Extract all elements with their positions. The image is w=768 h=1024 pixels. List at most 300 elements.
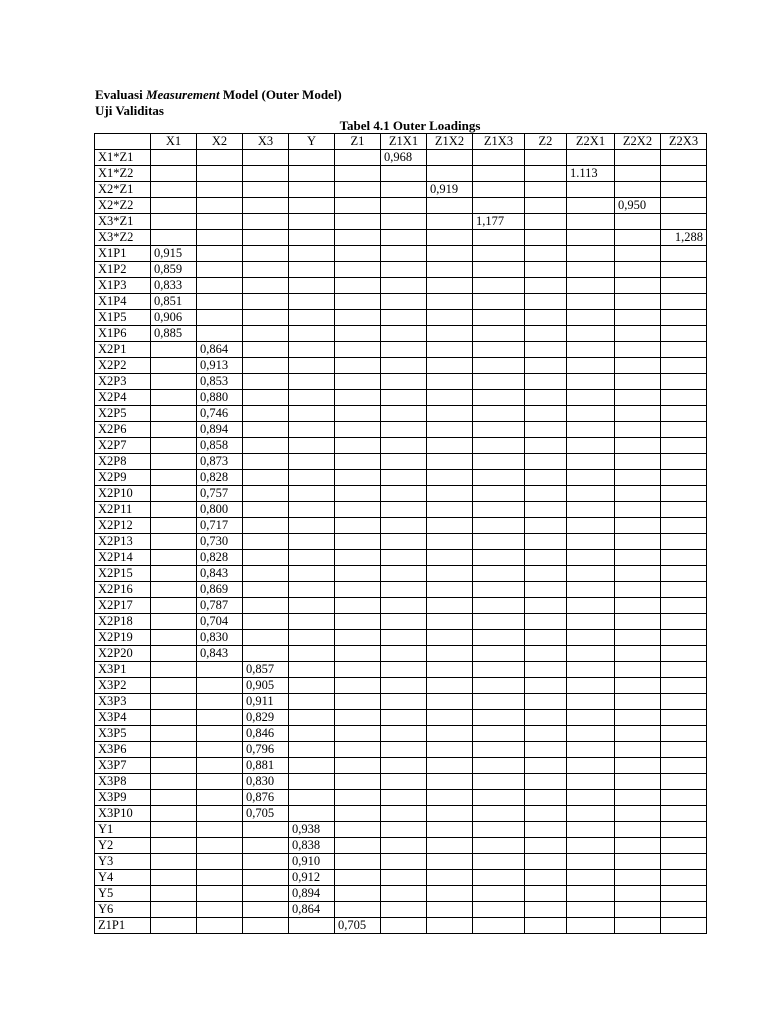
loading-cell — [567, 886, 615, 902]
loading-cell — [381, 646, 427, 662]
loading-cell — [427, 150, 473, 166]
indicator-cell: X2P18 — [95, 614, 151, 630]
loading-cell — [381, 390, 427, 406]
loading-cell — [243, 614, 289, 630]
loading-cell — [427, 454, 473, 470]
loading-cell: 0,796 — [243, 742, 289, 758]
loading-cell: 0,864 — [197, 342, 243, 358]
loading-cell — [615, 566, 661, 582]
loading-cell — [151, 470, 197, 486]
outer-loadings-table — [94, 133, 707, 934]
loading-cell — [427, 758, 473, 774]
loading-cell — [427, 870, 473, 886]
loading-cell: 0,910 — [289, 854, 335, 870]
loading-cell — [525, 406, 567, 422]
loading-cell — [335, 374, 381, 390]
loading-cell — [473, 374, 525, 390]
loading-cell — [427, 342, 473, 358]
loading-cell — [289, 166, 335, 182]
loading-cell — [525, 694, 567, 710]
loading-cell — [567, 390, 615, 406]
loading-cell — [615, 422, 661, 438]
loading-cell — [289, 454, 335, 470]
loading-cell — [473, 566, 525, 582]
loading-cell — [525, 886, 567, 902]
loading-cell — [615, 486, 661, 502]
loading-cell — [615, 886, 661, 902]
loading-cell — [243, 214, 289, 230]
loading-cell — [661, 470, 707, 486]
loading-cell — [381, 582, 427, 598]
loading-cell — [473, 902, 525, 918]
table-row — [95, 390, 707, 406]
loading-cell — [615, 774, 661, 790]
loading-cell — [615, 646, 661, 662]
loading-cell — [289, 262, 335, 278]
loading-cell: 0,853 — [197, 374, 243, 390]
loading-cell — [567, 518, 615, 534]
loading-cell — [427, 518, 473, 534]
loading-cell — [661, 214, 707, 230]
loading-cell — [197, 262, 243, 278]
loading-cell — [473, 726, 525, 742]
table-caption: Tabel 4.1 Outer Loadings — [339, 118, 481, 133]
loading-cell — [289, 486, 335, 502]
loading-cell — [151, 534, 197, 550]
loading-cell — [243, 918, 289, 934]
loading-cell — [567, 534, 615, 550]
loading-cell — [525, 870, 567, 886]
loading-cell — [473, 678, 525, 694]
loading-cell — [615, 918, 661, 934]
indicator-cell: Y6 — [95, 902, 151, 918]
loading-cell — [289, 182, 335, 198]
table-row — [95, 582, 707, 598]
loading-cell — [243, 502, 289, 518]
loading-cell — [615, 374, 661, 390]
loading-cell — [381, 518, 427, 534]
loading-cell — [615, 150, 661, 166]
loading-cell — [381, 454, 427, 470]
loading-cell — [151, 342, 197, 358]
loading-cell — [525, 486, 567, 502]
loading-cell — [661, 614, 707, 630]
loading-cell — [567, 470, 615, 486]
loading-cell — [335, 262, 381, 278]
loading-cell — [289, 310, 335, 326]
loading-cell: 0,787 — [197, 598, 243, 614]
loading-cell — [197, 902, 243, 918]
loading-cell — [335, 182, 381, 198]
loading-cell — [615, 502, 661, 518]
loading-cell — [381, 310, 427, 326]
loading-cell — [197, 838, 243, 854]
loading-cell — [615, 726, 661, 742]
loading-cell — [335, 694, 381, 710]
loading-cell — [243, 486, 289, 502]
loading-cell — [151, 454, 197, 470]
loading-cell — [381, 246, 427, 262]
loading-cell — [335, 582, 381, 598]
table-row — [95, 918, 707, 934]
loading-cell — [243, 822, 289, 838]
loading-cell — [427, 374, 473, 390]
loading-cell — [473, 630, 525, 646]
loading-cell: 0,873 — [197, 454, 243, 470]
loading-cell — [473, 326, 525, 342]
loading-cell: 0,919 — [427, 182, 473, 198]
loading-cell — [427, 438, 473, 454]
indicator-cell: Z1P1 — [95, 918, 151, 934]
loading-cell — [473, 886, 525, 902]
loading-cell — [151, 566, 197, 582]
loading-cell — [427, 534, 473, 550]
loading-cell — [197, 918, 243, 934]
loading-cell — [151, 630, 197, 646]
loading-cell — [427, 230, 473, 246]
loading-cell — [335, 902, 381, 918]
loading-cell — [197, 854, 243, 870]
loading-cell — [473, 166, 525, 182]
loading-cell — [661, 918, 707, 934]
loading-cell: 0,828 — [197, 470, 243, 486]
indicator-cell: X2*Z2 — [95, 198, 151, 214]
loading-cell — [427, 278, 473, 294]
loading-cell: 0,859 — [151, 262, 197, 278]
loading-cell — [151, 886, 197, 902]
loading-cell — [473, 646, 525, 662]
loading-cell — [567, 774, 615, 790]
loading-cell — [661, 742, 707, 758]
loading-cell — [289, 422, 335, 438]
loading-cell — [197, 758, 243, 774]
loading-cell — [615, 438, 661, 454]
indicator-cell: X3P4 — [95, 710, 151, 726]
loading-cell — [335, 550, 381, 566]
loading-cell: 0,846 — [243, 726, 289, 742]
loading-cell — [381, 790, 427, 806]
loading-cell — [335, 438, 381, 454]
loading-cell — [615, 662, 661, 678]
loading-cell — [427, 918, 473, 934]
table-row — [95, 854, 707, 870]
loading-cell — [335, 726, 381, 742]
loading-cell — [567, 662, 615, 678]
loading-cell — [381, 278, 427, 294]
loading-cell — [151, 486, 197, 502]
loading-cell — [151, 870, 197, 886]
loading-cell — [661, 166, 707, 182]
column-header: Z1X1 — [381, 134, 427, 150]
loading-cell — [243, 262, 289, 278]
loading-cell — [427, 822, 473, 838]
loading-cell — [615, 614, 661, 630]
loading-cell — [243, 422, 289, 438]
loading-cell — [473, 550, 525, 566]
loading-cell — [615, 710, 661, 726]
indicator-cell: X2P4 — [95, 390, 151, 406]
loading-cell — [661, 854, 707, 870]
loading-cell — [243, 294, 289, 310]
loading-cell — [661, 678, 707, 694]
loading-cell — [661, 550, 707, 566]
loading-cell — [567, 358, 615, 374]
table-row — [95, 758, 707, 774]
loading-cell: 0,705 — [335, 918, 381, 934]
loading-cell — [427, 806, 473, 822]
table-row — [95, 422, 707, 438]
loading-cell — [427, 726, 473, 742]
heading-prefix: Evaluasi — [95, 87, 146, 102]
loading-cell: 1,177 — [473, 214, 525, 230]
table-row — [95, 326, 707, 342]
loading-cell — [567, 422, 615, 438]
indicator-cell: X2P13 — [95, 534, 151, 550]
loading-cell: 0,717 — [197, 518, 243, 534]
loading-cell — [567, 502, 615, 518]
loading-cell — [243, 406, 289, 422]
loading-cell — [151, 838, 197, 854]
indicator-cell: X2P20 — [95, 646, 151, 662]
loading-cell — [151, 598, 197, 614]
loading-cell — [473, 790, 525, 806]
loading-cell — [525, 422, 567, 438]
loading-cell — [289, 614, 335, 630]
loading-cell — [567, 854, 615, 870]
loading-cell — [243, 198, 289, 214]
table-row — [95, 838, 707, 854]
loading-cell — [151, 678, 197, 694]
loading-cell — [243, 598, 289, 614]
loading-cell — [661, 902, 707, 918]
loading-cell — [427, 550, 473, 566]
loading-cell — [525, 534, 567, 550]
loading-cell — [151, 406, 197, 422]
loading-cell — [525, 806, 567, 822]
loading-cell — [151, 182, 197, 198]
indicator-cell: X1P1 — [95, 246, 151, 262]
loading-cell — [197, 774, 243, 790]
loading-cell — [427, 246, 473, 262]
loading-cell — [335, 710, 381, 726]
loading-cell — [525, 454, 567, 470]
table-row — [95, 822, 707, 838]
loading-cell — [567, 550, 615, 566]
indicator-cell: X2P17 — [95, 598, 151, 614]
loading-cell — [151, 662, 197, 678]
loading-cell — [525, 390, 567, 406]
loading-cell — [567, 742, 615, 758]
loading-cell — [615, 262, 661, 278]
indicator-cell: X3P6 — [95, 742, 151, 758]
loading-cell — [615, 518, 661, 534]
loading-cell — [289, 726, 335, 742]
loading-cell — [151, 230, 197, 246]
loading-cell — [335, 342, 381, 358]
loading-cell — [289, 662, 335, 678]
loading-cell — [243, 326, 289, 342]
loading-cell — [151, 790, 197, 806]
loading-cell — [525, 710, 567, 726]
loading-cell: 0,911 — [243, 694, 289, 710]
indicator-cell: X2P10 — [95, 486, 151, 502]
sub-heading: Uji Validitas — [95, 103, 164, 118]
loading-cell — [473, 742, 525, 758]
loading-cell — [289, 742, 335, 758]
loading-cell — [661, 774, 707, 790]
loading-cell — [289, 918, 335, 934]
loading-cell: 0,880 — [197, 390, 243, 406]
loading-cell: 0,864 — [289, 902, 335, 918]
loading-cell — [335, 310, 381, 326]
indicator-cell: X2P1 — [95, 342, 151, 358]
loading-cell — [243, 342, 289, 358]
indicator-cell: X2P14 — [95, 550, 151, 566]
loading-cell — [427, 294, 473, 310]
column-header: X3 — [243, 134, 289, 150]
loading-cell — [381, 774, 427, 790]
loading-cell — [525, 774, 567, 790]
loading-cell — [335, 390, 381, 406]
loading-cell — [243, 358, 289, 374]
loading-cell — [427, 470, 473, 486]
loading-cell — [381, 630, 427, 646]
loading-cell — [615, 294, 661, 310]
loading-cell — [335, 870, 381, 886]
loading-cell — [197, 790, 243, 806]
loading-cell — [615, 806, 661, 822]
loading-cell: 0,869 — [197, 582, 243, 598]
loading-cell — [473, 870, 525, 886]
loading-cell — [525, 502, 567, 518]
loading-cell — [427, 678, 473, 694]
loading-cell — [197, 726, 243, 742]
loading-cell — [427, 358, 473, 374]
loading-cell — [567, 198, 615, 214]
loading-cell — [567, 870, 615, 886]
loading-cell — [473, 150, 525, 166]
table-row — [95, 662, 707, 678]
loading-cell — [381, 166, 427, 182]
loading-cell — [661, 870, 707, 886]
loading-cell — [473, 598, 525, 614]
loading-cell — [289, 678, 335, 694]
loading-cell — [525, 918, 567, 934]
table-row — [95, 630, 707, 646]
loading-cell — [381, 550, 427, 566]
loading-cell — [615, 390, 661, 406]
loading-cell — [525, 150, 567, 166]
loading-cell: 0,894 — [197, 422, 243, 438]
loading-cell — [615, 406, 661, 422]
loading-cell — [567, 918, 615, 934]
loading-cell — [381, 294, 427, 310]
loading-cell — [197, 694, 243, 710]
loading-cell — [567, 630, 615, 646]
loading-cell — [197, 710, 243, 726]
loading-cell — [151, 582, 197, 598]
loading-cell — [525, 342, 567, 358]
loading-cell — [615, 838, 661, 854]
loading-cell — [567, 294, 615, 310]
loading-cell — [197, 662, 243, 678]
table-row — [95, 710, 707, 726]
column-header: X2 — [197, 134, 243, 150]
loading-cell: 0,757 — [197, 486, 243, 502]
indicator-cell: X3P9 — [95, 790, 151, 806]
table-row — [95, 598, 707, 614]
loading-cell — [289, 598, 335, 614]
loading-cell: 0,828 — [197, 550, 243, 566]
loading-cell — [335, 214, 381, 230]
loading-cell — [151, 726, 197, 742]
loading-cell — [335, 198, 381, 214]
loading-cell — [243, 390, 289, 406]
loading-cell — [151, 758, 197, 774]
loading-cell — [525, 230, 567, 246]
table-row — [95, 774, 707, 790]
loading-cell — [151, 902, 197, 918]
loading-cell — [525, 854, 567, 870]
loading-cell — [381, 470, 427, 486]
loading-cell — [197, 310, 243, 326]
loading-cell — [567, 262, 615, 278]
indicator-cell: X2P2 — [95, 358, 151, 374]
loading-cell — [567, 822, 615, 838]
loading-cell — [525, 438, 567, 454]
loading-cell — [525, 470, 567, 486]
loading-cell — [427, 902, 473, 918]
loading-cell — [567, 182, 615, 198]
loading-cell — [381, 358, 427, 374]
loading-cell — [151, 502, 197, 518]
loading-cell — [289, 710, 335, 726]
loading-cell — [525, 790, 567, 806]
loading-cell — [661, 598, 707, 614]
loading-cell — [381, 326, 427, 342]
loading-cell — [661, 454, 707, 470]
loading-cell — [661, 518, 707, 534]
loading-cell — [473, 406, 525, 422]
loading-cell — [243, 630, 289, 646]
loading-cell — [243, 566, 289, 582]
indicator-cell: X2P7 — [95, 438, 151, 454]
loading-cell — [473, 262, 525, 278]
indicator-cell: X3P2 — [95, 678, 151, 694]
loading-cell — [289, 390, 335, 406]
indicator-cell: X2P6 — [95, 422, 151, 438]
loading-cell — [525, 262, 567, 278]
loading-cell — [427, 214, 473, 230]
loading-cell: 0,876 — [243, 790, 289, 806]
loading-cell — [289, 294, 335, 310]
loading-cell — [473, 662, 525, 678]
column-header: Z2X1 — [567, 134, 615, 150]
loading-cell — [381, 598, 427, 614]
loading-cell — [427, 838, 473, 854]
loading-cell — [197, 182, 243, 198]
indicator-cell: Y3 — [95, 854, 151, 870]
indicator-cell: X2*Z1 — [95, 182, 151, 198]
loading-cell — [661, 198, 707, 214]
loading-cell — [525, 582, 567, 598]
loading-cell — [473, 246, 525, 262]
table-row — [95, 294, 707, 310]
indicator-cell: Y1 — [95, 822, 151, 838]
loading-cell: 0,857 — [243, 662, 289, 678]
loading-cell — [473, 358, 525, 374]
loading-cell — [197, 150, 243, 166]
